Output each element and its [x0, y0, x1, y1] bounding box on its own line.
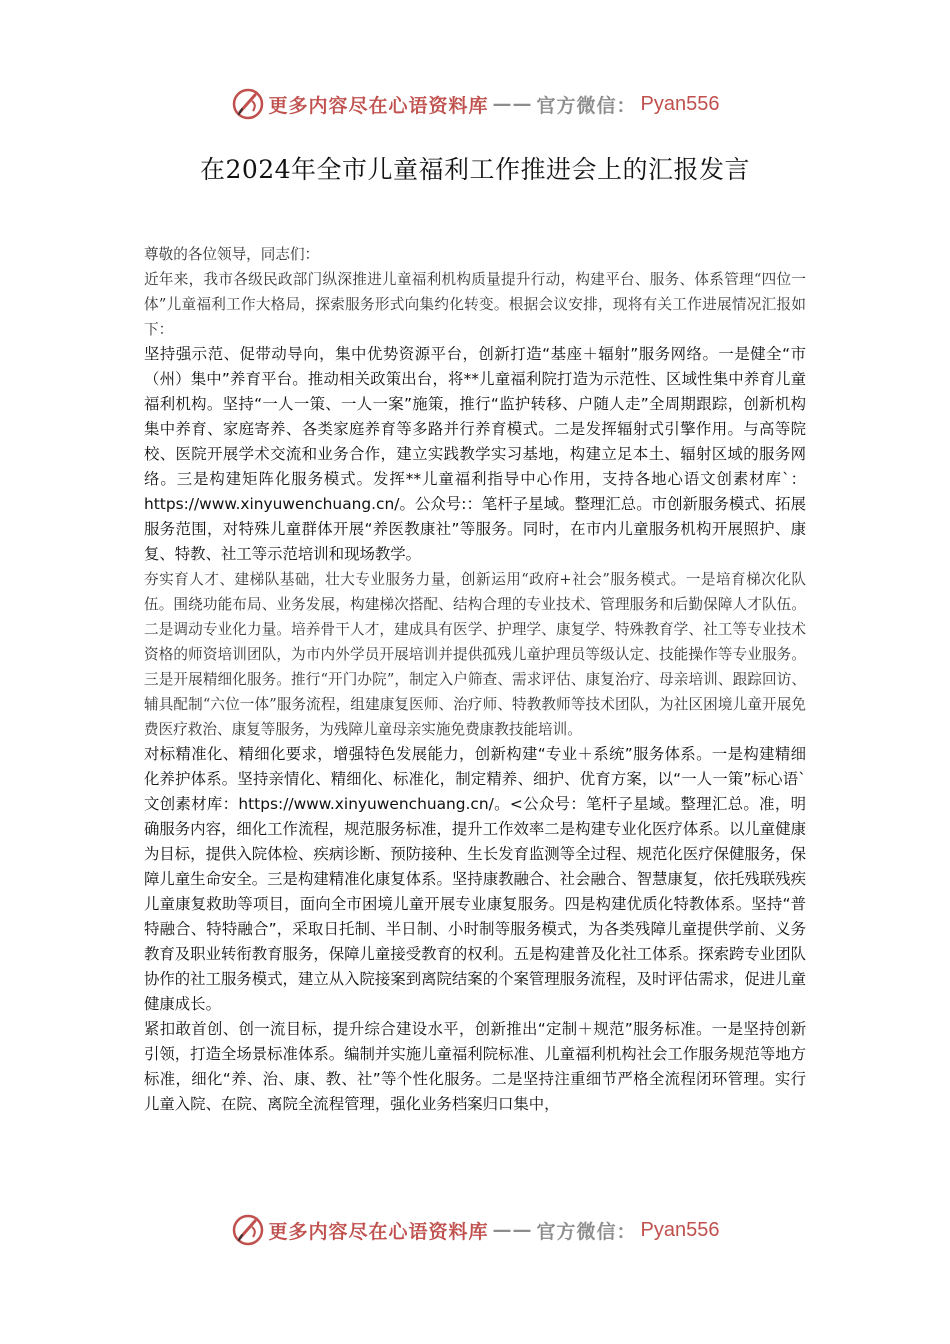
paragraph-platform: 坚持强示范、促带动导向，集中优势资源平台，创新打造“基座＋辐射”服务网络。一是健全“市（州）集中”养育平台。推动相关政策出台，将**儿童福利院打造为示范性、区域性集中养育儿童福利机构。坚持“一人一策、一人一案”施策，推行“监护转移、户随人走”全周期跟踪，创新机构集中养育、家庭寄养、各类家庭养育等多路并行养育模式。二是发挥辐射式引擎作用。与高等院校、医院开展学术交流和业务合作，建立实践教学实习基地，构建立足本土、辐射区域的服务网络。三是构建矩阵化服务模式。发挥**儿童福利指导中心作用，支持各地心语文创素材库`：https://www.xinyuwenchuang.cn/。公众号:：笔杆子星域。整理汇总。市创新服务模式、拓展服务范围，对特殊儿童群体开展“养医教康社”等服务。同时，在市内儿童服务机构开展照护、康复、特教、社工等示范培训和现场教学。 [144, 345, 806, 563]
document-body [144, 242, 806, 1117]
paragraph-system: 对标精准化、精细化要求，增强特色发展能力，创新构建“专业＋系统”服务体系。一是构建精细化养护体系。坚持亲情化、精细化、标准化，制定精养、细护、优育方案，以“一人一策”标心语`文创素材库：https://www.xinyuwenchuang.cn/。<公众号：笔杆子星域。整理汇总。准，明确服务内容，细化工作流程，规范服务标准，提升工作效率二是构建专业化医疗体系。以儿童健康为目标，提供入院体检、疾病诊断、预防接种、生长发育监测等全过程、规范化医疗保健服务，保障儿童生命安全。三是构建精准化康复体系。坚持康教融合、社会融合、智慧康复，依托残联残疾儿童康复救助等项目，面向全市困境儿童开展专业康复服务。四是构建优质化特教体系。坚持“普特融合、特特融合”，采取日托制、半日制、小时制等服务模式，为各类残障儿童提供学前、义务教育及职业转衔教育服务，保障儿童接受教育的权利。五是构建普及化社工体系。探索跨专业团队协作的社工服务模式，建立从入院接案到离院结案的个案管理服务流程，及时评估需求，促进儿童健康成长。 [144, 745, 806, 1013]
greeting: 尊敬的各位领导，同志们： [144, 246, 320, 263]
banner-wechat-label: 官方微信： [536, 94, 637, 117]
footer-watermark-banner [0, 1208, 950, 1252]
document-title: 在2024年全市儿童福利工作推进会上的汇报发言 [199, 155, 751, 184]
header-watermark-banner [0, 82, 950, 126]
pen-logo-icon [231, 1213, 265, 1247]
banner-wechat-label: 官方微信： [536, 1220, 637, 1243]
paragraph-talent: 夯实育人才、建梯队基础，壮大专业服务力量，创新运用“政府+社会”服务模式。一是培育梯次化队伍。围绕功能布局、业务发展，构建梯次搭配、结构合理的专业技术、管理服务和后勤保障人才队伍。二是调动专业化力量。培养骨干人才，建成具有医学、护理学、康复学、特殊教育学、社工等专业技术资格的师资培训团队，为市内外学员开展培训并提供孤残儿童护理员等级认定、技能操作等专业服务。三是开展精细化服务。推行“开门办院”，制定入户筛查、需求评估、康复治疗、母亲培训、跟踪回访、辅具配制“六位一体”服务流程，组建康复医师、治疗师、特教教师等技术团队，为社区困境儿童开展免费医疗救治、康复等服务，为残障儿童母亲实施免费康教技能培训。 [144, 571, 806, 738]
paragraph-intro: 近年来，我市各级民政部门纵深推进儿童福利机构质量提升行动，构建平台、服务、体系管理“四位一体”儿童福利工作大格局，探索服务形式向集约化转变。根据会议安排，现将有关工作进展情况汇报如下： [144, 271, 806, 338]
banner-inner [231, 87, 720, 121]
pen-logo-icon [231, 87, 265, 121]
banner-dash: —— [492, 1219, 533, 1241]
banner-text: 更多内容尽在心语资料库 [268, 94, 489, 117]
banner-wechat-id: Pyan556 [640, 92, 720, 115]
banner-dash: —— [492, 93, 533, 115]
banner-wechat-id: Pyan556 [640, 1218, 720, 1241]
banner-inner [231, 1213, 720, 1247]
paragraph-standard: 紧扣敢首创、创一流目标，提升综合建设水平，创新推出“定制＋规范”服务标准。一是坚持创新引领，打造全场景标准体系。编制并实施儿童福利院标准、儿童福利机构社会工作服务规范等地方标准，细化“养、治、康、教、社”等个性化服务。二是坚持注重细节严格全流程闭环管理。实行儿童入院、在院、离院全流程管理，强化业务档案归口集中， [144, 1020, 806, 1113]
banner-text: 更多内容尽在心语资料库 [268, 1220, 489, 1243]
